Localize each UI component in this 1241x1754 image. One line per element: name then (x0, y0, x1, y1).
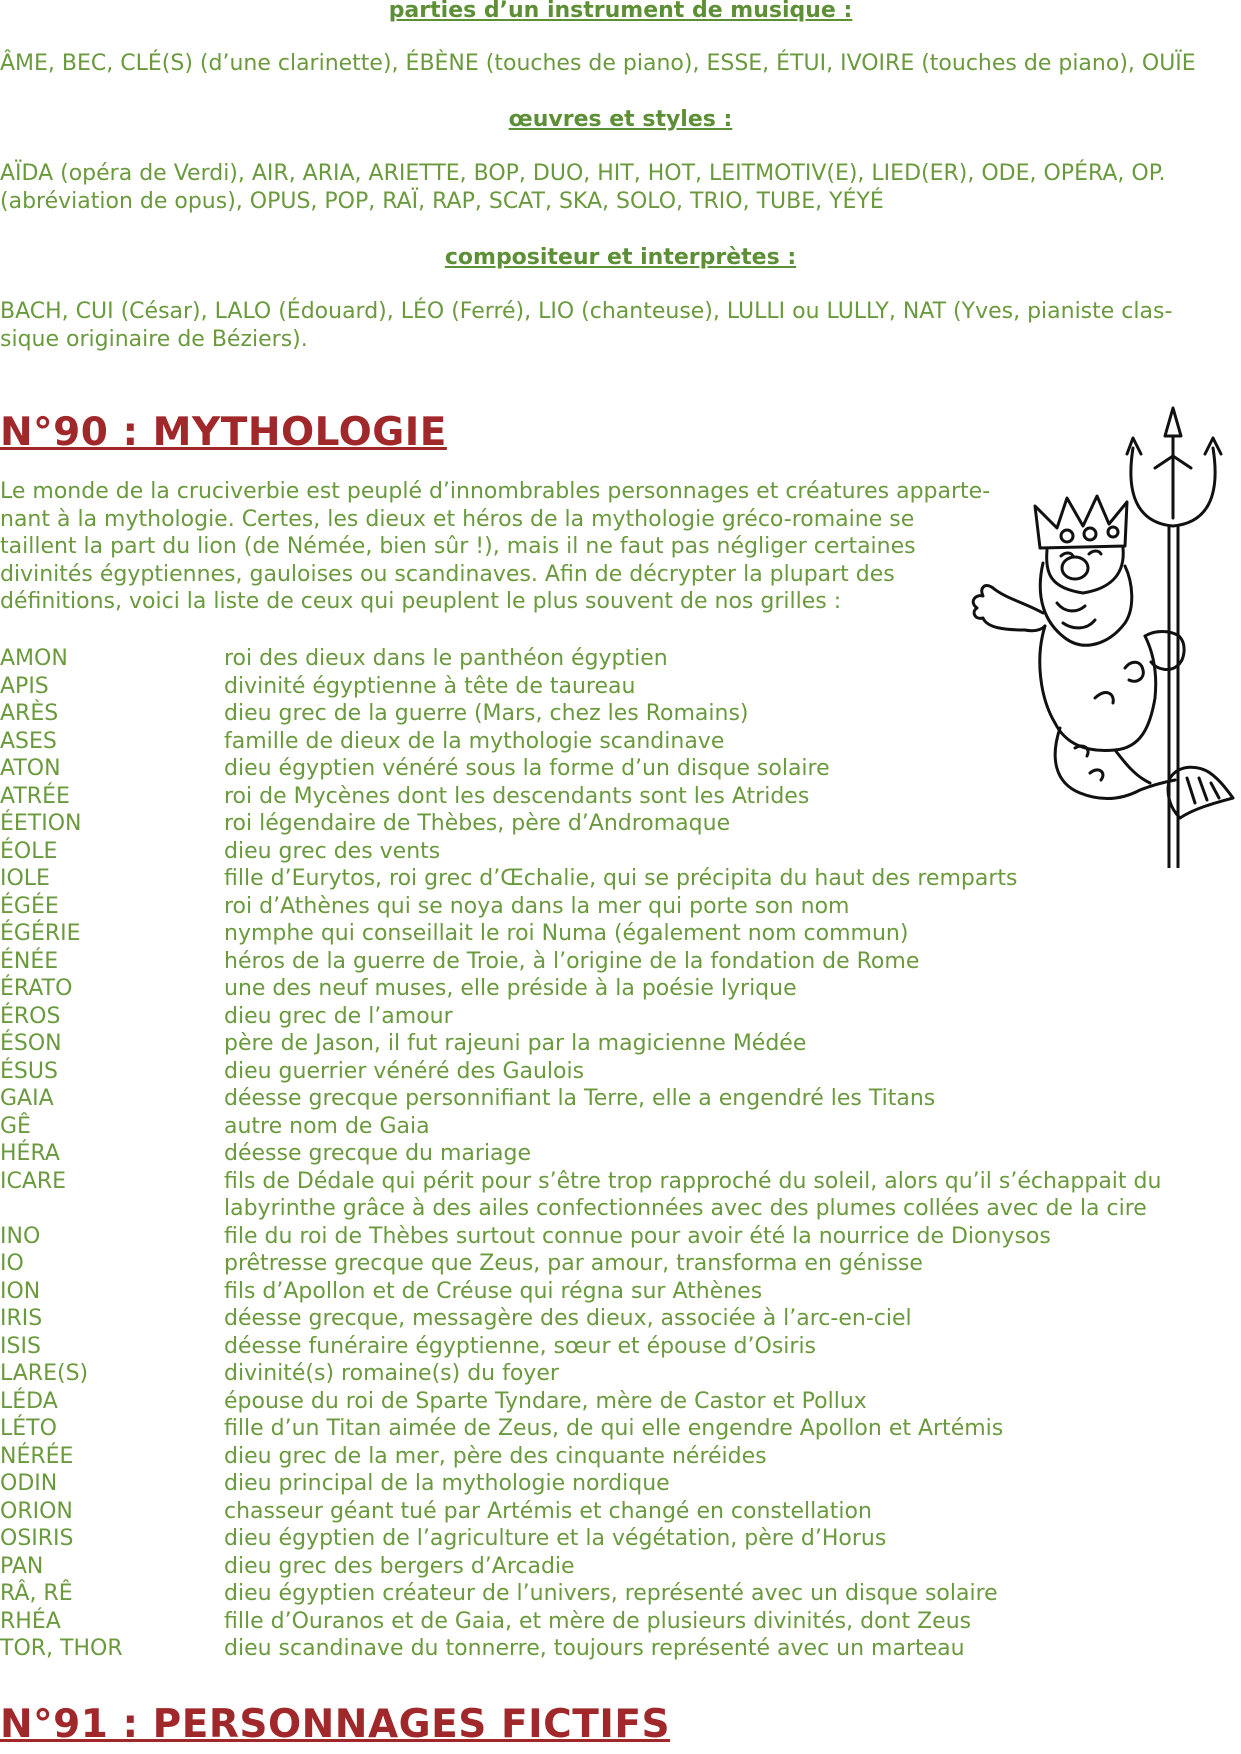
intro-line: Le monde de la cruciverbie est peuplé d’innombrables personnages et créatures apparte- (0, 479, 991, 504)
glossary-entry (0, 1140, 1241, 1168)
glossary-term: ÉSUS (0, 1058, 58, 1084)
glossary-entry (0, 1443, 1241, 1471)
music-works-heading: œuvres et styles : (508, 107, 733, 132)
glossary-term: ÉSON (0, 1031, 62, 1056)
glossary-definition: dieu grec des vents (224, 838, 441, 864)
glossary-term: ATON (0, 756, 61, 781)
glossary-definition: dieu guerrier vénéré des Gaulois (224, 1058, 585, 1084)
glossary-entry (0, 865, 1241, 893)
glossary-definition: famille de dieux de la mythologie scandinave (224, 728, 725, 754)
glossary-entry (0, 1498, 1241, 1526)
intro-line: divinités égyptiennes, gauloises ou scandinaves. Afin de décrypter la plupart des (0, 561, 895, 587)
glossary-definition: déesse grecque, messagère des dieux, associée à l’arc-en-ciel (224, 1306, 912, 1331)
glossary-term: ÉROS (0, 1003, 61, 1029)
glossary-term: ATRÉE (0, 783, 70, 809)
glossary-definition: divinité(s) romaine(s) du foyer (224, 1361, 559, 1386)
glossary-entry (0, 893, 1241, 921)
glossary-term: INO (0, 1223, 41, 1249)
neptune-illustration-icon (965, 398, 1235, 868)
glossary-definition: dieu scandinave du tonnerre, toujours représenté avec un marteau (224, 1636, 965, 1661)
glossary-term: TOR, THOR (0, 1636, 123, 1661)
glossary-definition: père de Jason, il fut rajeuni par la magicienne Médée (224, 1031, 807, 1056)
glossary-definition: déesse grecque personnifiant la Terre, elle a engendré les Titans (224, 1086, 936, 1111)
glossary-term: ÉNÉE (0, 948, 59, 974)
glossary-entry (0, 1415, 1241, 1443)
glossary-entry (0, 1058, 1241, 1086)
glossary-definition: épouse du roi de Sparte Tyndare, mère de Castor et Pollux (224, 1388, 867, 1414)
glossary-term: RHÉA (0, 1608, 61, 1634)
glossary-definition: fille d’un Titan aimée de Zeus, de qui elle engendre Apollon et Artémis (224, 1416, 1004, 1441)
glossary-definition: roi des dieux dans le panthéon égyptien (224, 646, 668, 671)
glossary-entry (0, 948, 1241, 976)
glossary-term: AMON (0, 646, 68, 671)
glossary-term: HÉRA (0, 1141, 60, 1166)
glossary-entry (0, 1333, 1241, 1361)
glossary-term: IRIS (0, 1306, 43, 1331)
section-90-intro (0, 478, 1020, 616)
glossary-term: IOLE (0, 866, 50, 891)
music-works-text-line-2: (abréviation de opus), OPUS, POP, RAÏ, RAP, SCAT, SKA, SOLO, TRIO, TUBE, YÉYÉ (0, 189, 884, 214)
glossary-term: ÉETION (0, 811, 82, 836)
glossary-definition: dieu égyptien vénéré sous la forme d’un disque solaire (224, 756, 830, 781)
glossary-entry (0, 1525, 1241, 1553)
glossary-definition: héros de la guerre de Troie, à l’origine de la fondation de Rome (224, 948, 920, 974)
glossary-definition: déesse funéraire égyptienne, sœur et épouse d’Osiris (224, 1333, 817, 1359)
glossary-term: ICARE (0, 1168, 67, 1194)
glossary-term: GÊ (0, 1113, 31, 1139)
glossary-definition: dieu grec des bergers d’Arcadie (224, 1553, 575, 1579)
glossary-term: ION (0, 1278, 41, 1304)
intro-line: taillent la part du lion (de Némée, bien sûr !), mais il ne faut pas négliger certaines (0, 534, 916, 559)
glossary-term: LARE(S) (0, 1361, 89, 1386)
music-works-text-line-1: AÏDA (opéra de Verdi), AIR, ARIA, ARIETTE, BOP, DUO, HIT, HOT, LEITMOTIV(E), LIED(ER), ODE, OPÉRA, OP. (0, 161, 1166, 186)
glossary-term: ÉRATO (0, 976, 73, 1001)
glossary-definition: dieu principal de la mythologie nordique (224, 1471, 670, 1496)
music-parts-text: ÂME, BEC, CLÉ(S) (d’une clarinette), ÉBÈNE (touches de piano), ESSE, ÉTUI, IVOIRE (touches de piano), OUÏE (0, 51, 1196, 76)
glossary-term: ARÈS (0, 701, 59, 726)
glossary-entry (0, 1305, 1241, 1333)
glossary-term: LÉDA (0, 1388, 58, 1414)
glossary-entry (0, 920, 1241, 948)
glossary-definition: file du roi de Thèbes surtout connue pour avoir été la nourrice de Dionysos (224, 1223, 1051, 1249)
glossary-entry (0, 1168, 1241, 1223)
glossary-entry (0, 1360, 1241, 1388)
glossary-definition: fils de Dédale qui périt pour s’être trop rapproché du soleil, alors qu’il s’échappait du labyrinthe grâce à des ailes confectionnées avec des plumes collées avec de la cire (224, 1168, 1162, 1221)
glossary-entry (0, 1580, 1241, 1608)
glossary-term: NÉRÉE (0, 1443, 74, 1469)
music-parts-heading: parties d’un instrument de musique : (388, 0, 853, 23)
glossary-term: PAN (0, 1553, 44, 1579)
intro-line: nant à la mythologie. Certes, les dieux et héros de la mythologie gréco-romaine se (0, 506, 915, 532)
glossary-definition: dieu égyptien créateur de l’univers, représenté avec un disque solaire (224, 1581, 998, 1606)
glossary-definition: fille d’Ouranos et de Gaia, et mère de plusieurs divinités, dont Zeus (224, 1608, 972, 1634)
glossary-entry (0, 1250, 1241, 1278)
glossary-definition: fils d’Apollon et de Créuse qui régna sur Athènes (224, 1278, 763, 1304)
intro-line: définitions, voici la liste de ceux qui peuplent le plus souvent de nos grilles : (0, 589, 842, 614)
glossary-entry (0, 1608, 1241, 1636)
glossary-term: ORION (0, 1498, 73, 1524)
glossary-term: RÂ, RÊ (0, 1581, 73, 1606)
glossary-definition: dieu grec de la guerre (Mars, chez les Romains) (224, 701, 749, 726)
music-composers-text-line-2: sique originaire de Béziers). (0, 327, 308, 352)
glossary-definition: fille d’Eurytos, roi grec d’Œchalie, qui se précipita du haut des remparts (224, 866, 1018, 891)
glossary-entry (0, 1388, 1241, 1416)
glossary-term: GAIA (0, 1086, 54, 1111)
glossary-definition: divinité égyptienne à tête de taureau (224, 673, 636, 699)
glossary-term: ÉGÉE (0, 893, 59, 919)
glossary-entry (0, 1223, 1241, 1251)
glossary-term: APIS (0, 673, 49, 699)
glossary-entry (0, 1085, 1241, 1113)
glossary-entry (0, 1553, 1241, 1581)
glossary-entry (0, 1003, 1241, 1031)
section-91-title: N°91 : PERSONNAGES FICTIFS (0, 1702, 671, 1747)
glossary-definition: dieu égyptien de l’agriculture et la végétation, père d’Horus (224, 1526, 887, 1551)
glossary-term: ODIN (0, 1471, 58, 1496)
glossary-definition: une des neuf muses, elle préside à la poésie lyrique (224, 976, 797, 1001)
glossary-entry (0, 1278, 1241, 1306)
glossary-definition: dieu grec de l’amour (224, 1003, 453, 1029)
glossary-term: ÉOLE (0, 838, 58, 864)
glossary-definition: dieu grec de la mer, père des cinquante néréides (224, 1443, 767, 1469)
glossary-definition: déesse grecque du mariage (224, 1141, 532, 1166)
music-composers-heading: compositeur et interprètes : (444, 245, 797, 270)
glossary-definition: roi légendaire de Thèbes, père d’Andromaque (224, 811, 731, 836)
glossary-entry (0, 1635, 1241, 1663)
glossary-definition: roi d’Athènes qui se noya dans la mer qui porte son nom (224, 893, 850, 919)
glossary-term: ASES (0, 728, 57, 754)
glossary-term: LÉTO (0, 1416, 57, 1441)
glossary-term: IO (0, 1251, 24, 1276)
glossary-definition: nymphe qui conseillait le roi Numa (également nom commun) (224, 921, 909, 946)
glossary-definition: autre nom de Gaia (224, 1113, 430, 1139)
glossary-definition: chasseur géant tué par Artémis et changé en constellation (224, 1498, 872, 1524)
glossary-entry (0, 1113, 1241, 1141)
glossary-term: OSIRIS (0, 1526, 74, 1551)
glossary-term: ISIS (0, 1333, 41, 1359)
music-composers-text-line-1: BACH, CUI (César), LALO (Édouard), LÉO (Ferré), LIO (chanteuse), LULLI ou LULLY, NAT (Yves, pianiste clas- (0, 299, 1173, 324)
glossary-entry (0, 975, 1241, 1003)
glossary-term: ÉGÉRIE (0, 921, 81, 946)
glossary-definition: prêtresse grecque que Zeus, par amour, transforma en génisse (224, 1251, 923, 1276)
section-90-title: N°90 : MYTHOLOGIE (0, 410, 447, 455)
glossary-entry (0, 1470, 1241, 1498)
glossary-entry (0, 1030, 1241, 1058)
glossary-definition: roi de Mycènes dont les descendants sont les Atrides (224, 783, 810, 809)
